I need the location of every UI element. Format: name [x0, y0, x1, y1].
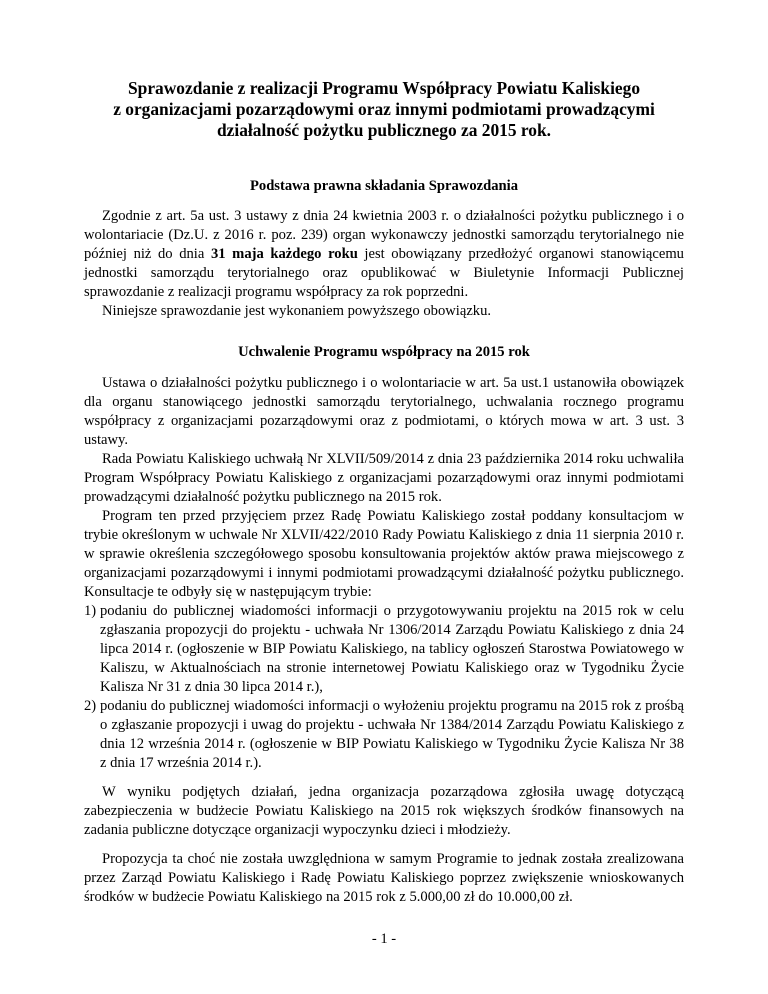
list-item-number: 2) [84, 698, 97, 714]
list-item-number: 1) [84, 603, 97, 619]
page-number: - 1 - [371, 931, 397, 947]
paragraph: Program ten przed przyjęciem przez Radę Powiatu Kaliskiego został poddany konsultacjom w trybie określonym w uchwale Nr XLVII/422/2010 Rady Powiatu Kaliskiego z dnia 11 sierpnia 2010 r. w sprawie określenia szczegółowego sposobu konsultowania projektów aktów prawa miejscowego z organizacjami pozarządowymi i innymi podmiotami prowadzącymi działalność pożytku publicznego. Konsultacje te odbyły się w następującym trybie: [84, 508, 684, 600]
section-heading-program-adoption: Uchwalenie Programu współpracy na 2015 rok [238, 344, 530, 360]
list-item-text: podaniu do publicznej wiadomości informacji o wyłożeniu projektu programu na 2015 rok z prośbą o zgłaszanie propozycji i uwag do projektu - uchwała Nr 1384/2014 Zarządu Powiatu Kaliskiego z dnia 12 września 2014 r. (ogłoszenie w BIP Powiatu Kaliskiego w Tygodniku Życie Kalisza Nr 38 z dnia 17 września 2014 r.). [100, 698, 684, 771]
paragraph-text: Zgodnie z art. 5a ust. 3 ustawy z dnia 24 kwietnia 2003 r. o działalności pożytku publicznego i o wolontariacie (Dz.U. z 2016 r. poz. 239) organ wykonawczy jednostki samorządu terytorialnego nie później niż do dnia [84, 208, 684, 262]
document-title [100, 78, 668, 141]
paragraph: Rada Powiatu Kaliskiego uchwałą Nr XLVII/509/2014 z dnia 23 października 2014 roku uchwaliła Program Współpracy Powiatu Kaliskiego z organizacjami pozarządowymi oraz innymi podmiotami prowadzącymi działalność pożytku publicznego na 2015 rok. [84, 451, 684, 505]
paragraph-text: jest obowiązany przedłożyć organowi stanowiącemu jednostki samorządu terytorialnego oraz opublikować w Biuletynie Informacji Publicznej sprawozdanie z realizacji programu współpracy za rok poprzedni. [84, 246, 684, 300]
section-heading-legal-basis: Podstawa prawna składania Sprawozdania [249, 178, 519, 194]
title-line-1: Sprawozdanie z realizacji Programu Współpracy Powiatu Kaliskiego [127, 78, 641, 98]
section-legal-basis-body [84, 207, 684, 321]
list-item [84, 602, 684, 697]
consultation-list [84, 602, 684, 773]
list-item-text: podaniu do publicznej wiadomości informacji o przygotowywaniu projektu na 2015 rok w celu zgłaszania propozycji do projektu - uchwała Nr 1306/2014 Zarządu Powiatu Kaliskiego z dnia 24 lipca 2014 r. (ogłoszenie w BIP Powiatu Kaliskiego, na tablicy ogłoszeń Starostwa Powiatowego w Kaliszu, w Aktualnościach na stronie internetowej Powiatu Kaliskiego oraz w Tygodniku Życie Kalisza Nr 31 z dnia 30 lipca 2014 r.), [100, 603, 684, 695]
list-item [84, 697, 684, 773]
paragraph [84, 207, 684, 302]
paragraph: Niniejsze sprawozdanie jest wykonaniem powyższego obowiązku. [102, 303, 492, 319]
section-program-adoption-body [84, 374, 684, 907]
paragraph: Propozycja ta choć nie została uwzględniona w samym Programie to jednak została zrealizowana przez Zarząd Powiatu Kaliskiego i Radę Powiatu Kaliskiego poprzez zwiększenie wnioskowanych środków w budżecie Powiatu Kaliskiego na 2015 rok z 5.000,00 zł do 10.000,00 zł. [84, 851, 684, 905]
title-line-2: z organizacjami pozarządowymi oraz innymi podmiotami prowadzącymi [113, 99, 655, 119]
deadline-emphasis: 31 maja każdego roku [210, 246, 358, 262]
paragraph: W wyniku podjętych działań, jedna organizacja pozarządowa zgłosiła uwagę dotyczącą zabezpieczenia w budżecie Powiatu Kaliskiego na 2015 rok większych środków finansowych na zadania publiczne dotyczące organizacji wypoczynku dzieci i młodzieży. [84, 784, 684, 838]
paragraph: Ustawa o działalności pożytku publicznego i o wolontariacie w art. 5a ust.1 ustanowiła obowiązek dla organu stanowiącego jednostki samorządu terytorialnego, uchwalania rocznego programu współpracy z organizacjami pozarządowymi oraz z podmiotami, o których mowa w art. 3 ust. 3 ustawy. [84, 375, 684, 448]
title-line-3: działalność pożytku publicznego za 2015 rok. [217, 120, 551, 140]
